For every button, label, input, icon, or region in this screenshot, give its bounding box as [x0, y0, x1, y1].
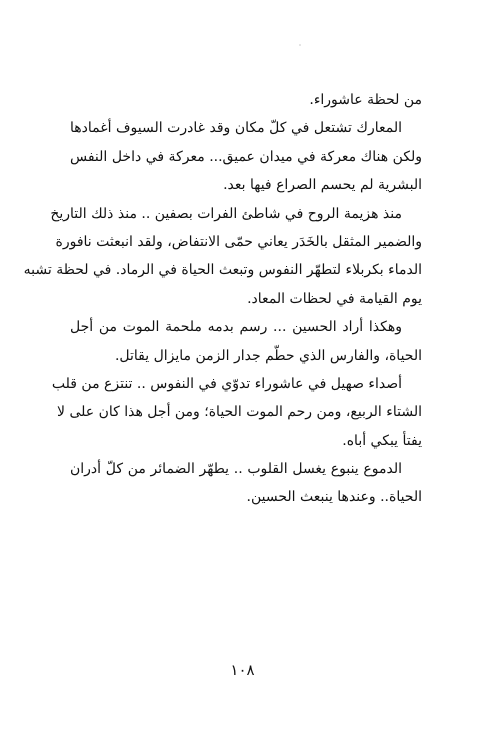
text-line: ولكن هناك معركة في ميدان عميق... معركة في داخل النفس — [70, 148, 422, 165]
text-line: الحياة.. وعندها ينبعث الحسين. — [246, 489, 422, 506]
text-line: الحياة، والفارس الذي حطّم جدار الزمن مايزال يقاتل. — [114, 347, 422, 364]
text-line: وهكذا أراد الحسين ... رسم بدمه ملحمة الموت من أجل — [70, 319, 402, 336]
text-line: أصداء صهيل في عاشوراء تدوّي في النفوس .. تنتزع من قلب — [51, 375, 402, 392]
text-line: المعارك تشتعل في كلّ مكان وقد غادرت السيوف أغمادها — [70, 120, 402, 137]
text-line: الدموع ينبوع يغسل القلوب .. يطهّر الضمائر من كلّ أدران — [70, 461, 402, 478]
printer-mark: ˙ — [298, 44, 302, 53]
body-text — [23, 86, 422, 512]
text-line: والضمير المثقل بالخَدَر يعاني حمّى الانتفاض، ولقد انبعثت نافورة — [55, 233, 422, 250]
text-line: الشتاء الربيع، ومن رحم الموت الحياة؛ ومن أجل هذا كان على لا — [57, 404, 422, 421]
text-line: يفتأ يبكي أباه. — [342, 432, 422, 449]
text-line: البشرية لم يحسم الصراع فيها بعد. — [223, 177, 422, 194]
text-line: منذ هزيمة الروح في شاطئ الفرات بصفين .. منذ ذلك التاريخ — [50, 205, 402, 222]
text-line: يوم القيامة في لحظات المعاد. — [247, 290, 422, 307]
text-line: الدماء بكربلاء لتطهّر النفوس وتبعث الحياة في الرماد. في لحظة تشبه — [23, 262, 422, 279]
page-number: ١٠٨ — [230, 661, 255, 679]
text-line: من لحظة عاشوراء. — [309, 92, 422, 108]
